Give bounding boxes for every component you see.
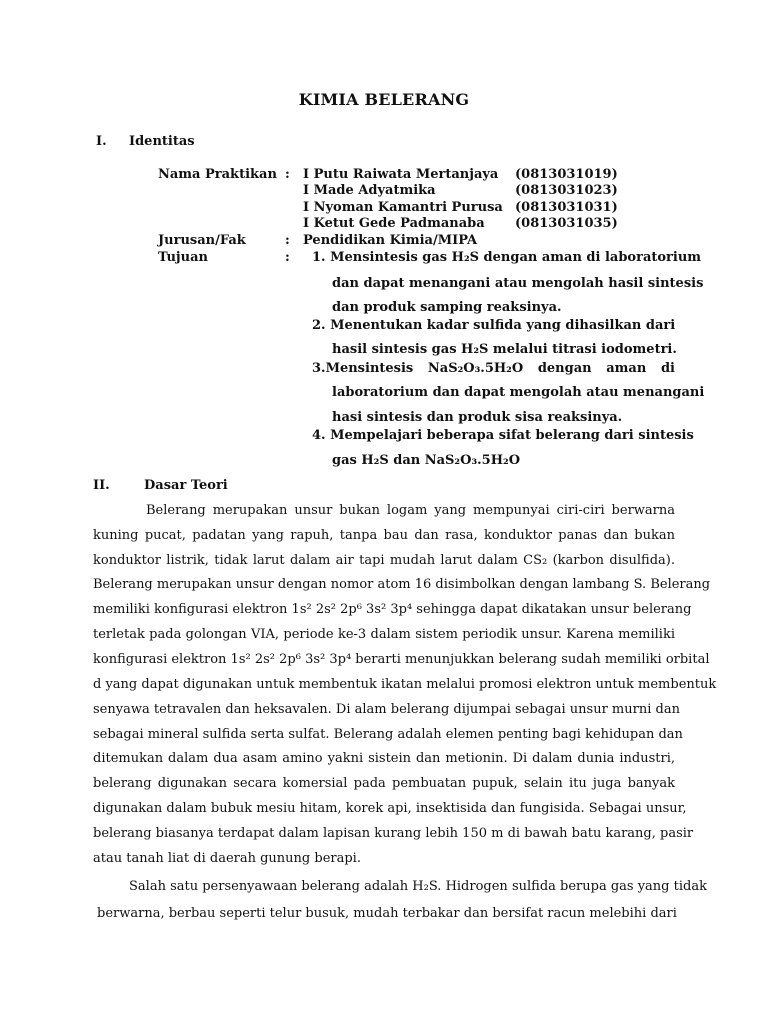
section-number: II. xyxy=(93,478,110,493)
tujuan-line: dan dapat menangani atau mengolah hasil sintesis xyxy=(332,276,704,291)
paragraph-line: digunakan dalam bubuk mesiu hitam, korek api, insektisida dan fungisida. Sebagai unsur, xyxy=(93,801,687,816)
jurusan-value: Pendidikan Kimia/MIPA xyxy=(303,233,478,248)
tujuan-line: 2. Menentukan kadar sulfida yang dihasilkan dari xyxy=(312,318,676,333)
tujuan-line: dan produk samping reaksinya. xyxy=(332,300,562,315)
section-number: I. xyxy=(96,134,107,149)
tujuan-line: hasil sintesis gas H₂S melalui titrasi iodometri. xyxy=(332,342,677,357)
paragraph-line: sebagai mineral sulfida serta sulfat. Belerang adalah elemen penting bagi kehidupan dan xyxy=(93,727,683,742)
student-name: I Made Adyatmika xyxy=(303,183,436,198)
tujuan-line: 1. Mensintesis gas H₂S dengan aman di laboratorium xyxy=(312,250,702,265)
jurusan-colon: : xyxy=(285,233,290,248)
section-label: Identitas xyxy=(129,134,195,149)
tujuan-line: gas H₂S dan NaS₂O₃.5H₂O xyxy=(332,453,521,468)
paragraph-line: Belerang merupakan unsur bukan logam yang mempunyai ciri-ciri berwarna xyxy=(146,503,675,518)
tujuan-colon: : xyxy=(285,250,290,265)
student-nim: (0813031031) xyxy=(515,200,618,215)
paragraph-line: konduktor listrik, tidak larut dalam air tapi mudah larut dalam CS₂ (karbon disulfida). xyxy=(93,553,675,568)
nama-colon: : xyxy=(285,167,290,182)
tujuan-line: laboratorium dan dapat mengolah atau menangani xyxy=(332,385,705,400)
paragraph-line: belerang digunakan secara komersial pada pembuatan pupuk, selain itu juga banyak xyxy=(93,776,675,791)
tujuan-line: 3.Mensintesis NaS₂O₃.5H₂O dengan aman di xyxy=(312,361,675,376)
paragraph-line: Belerang merupakan unsur dengan nomor atom 16 disimbolkan dengan lambang S. Belerang xyxy=(93,577,711,592)
paragraph-line: d yang dapat digunakan untuk membentuk ikatan melalui promosi elektron untuk membentuk xyxy=(93,677,717,692)
paragraph-line: terletak pada golongan VIA, periode ke-3 dalam sistem periodik unsur. Karena memiliki xyxy=(93,627,675,642)
paragraph-line: kuning pucat, padatan yang rapuh, tanpa bau dan rasa, konduktor panas dan bukan xyxy=(93,528,675,543)
paragraph-line: memiliki konfigurasi elektron 1s² 2s² 2p⁶ 3s² 3p⁴ sehingga dapat dikatakan unsur belerang xyxy=(93,602,692,617)
section-label: Dasar Teori xyxy=(144,478,228,493)
student-name: I Nyoman Kamantri Purusa xyxy=(303,200,503,215)
paragraph-line: berwarna, berbau seperti telur busuk, mudah terbakar dan bersifat racun melebihi dari xyxy=(97,906,677,921)
nama-label: Nama Praktikan xyxy=(158,167,277,182)
paragraph-line: senyawa tetravalen dan heksavalen. Di alam belerang dijumpai sebagai unsur murni dan xyxy=(93,702,680,717)
paragraph-line: belerang biasanya terdapat dalam lapisan kurang lebih 150 m di bawah batu karang, pasir xyxy=(93,826,694,841)
document-title: KIMIA BELERANG xyxy=(298,90,470,109)
paragraph-line: Salah satu persenyawaan belerang adalah H₂S. Hidrogen sulfida berupa gas yang tidak xyxy=(129,879,707,894)
tujuan-line: 4. Mempelajari beberapa sifat belerang dari sintesis xyxy=(312,428,694,443)
student-nim: (0813031023) xyxy=(515,183,618,198)
student-nim: (0813031035) xyxy=(515,216,618,231)
paragraph-line: ditemukan dalam dua asam amino yakni sistein dan metionin. Di dalam dunia industri, xyxy=(93,751,675,766)
student-name: I Putu Raiwata Mertanjaya xyxy=(303,167,499,182)
jurusan-label: Jurusan/Fak xyxy=(158,233,246,248)
student-nim: (0813031019) xyxy=(515,167,618,182)
tujuan-line: hasi sintesis dan produk sisa reaksinya. xyxy=(332,410,623,425)
paragraph-line: atau tanah liat di daerah gunung berapi. xyxy=(93,851,361,866)
tujuan-label: Tujuan xyxy=(158,250,208,265)
student-name: I Ketut Gede Padmanaba xyxy=(303,216,485,231)
paragraph-line: konfigurasi elektron 1s² 2s² 2p⁶ 3s² 3p⁴ berarti menunjukkan belerang sudah memiliki orbital xyxy=(93,652,710,667)
